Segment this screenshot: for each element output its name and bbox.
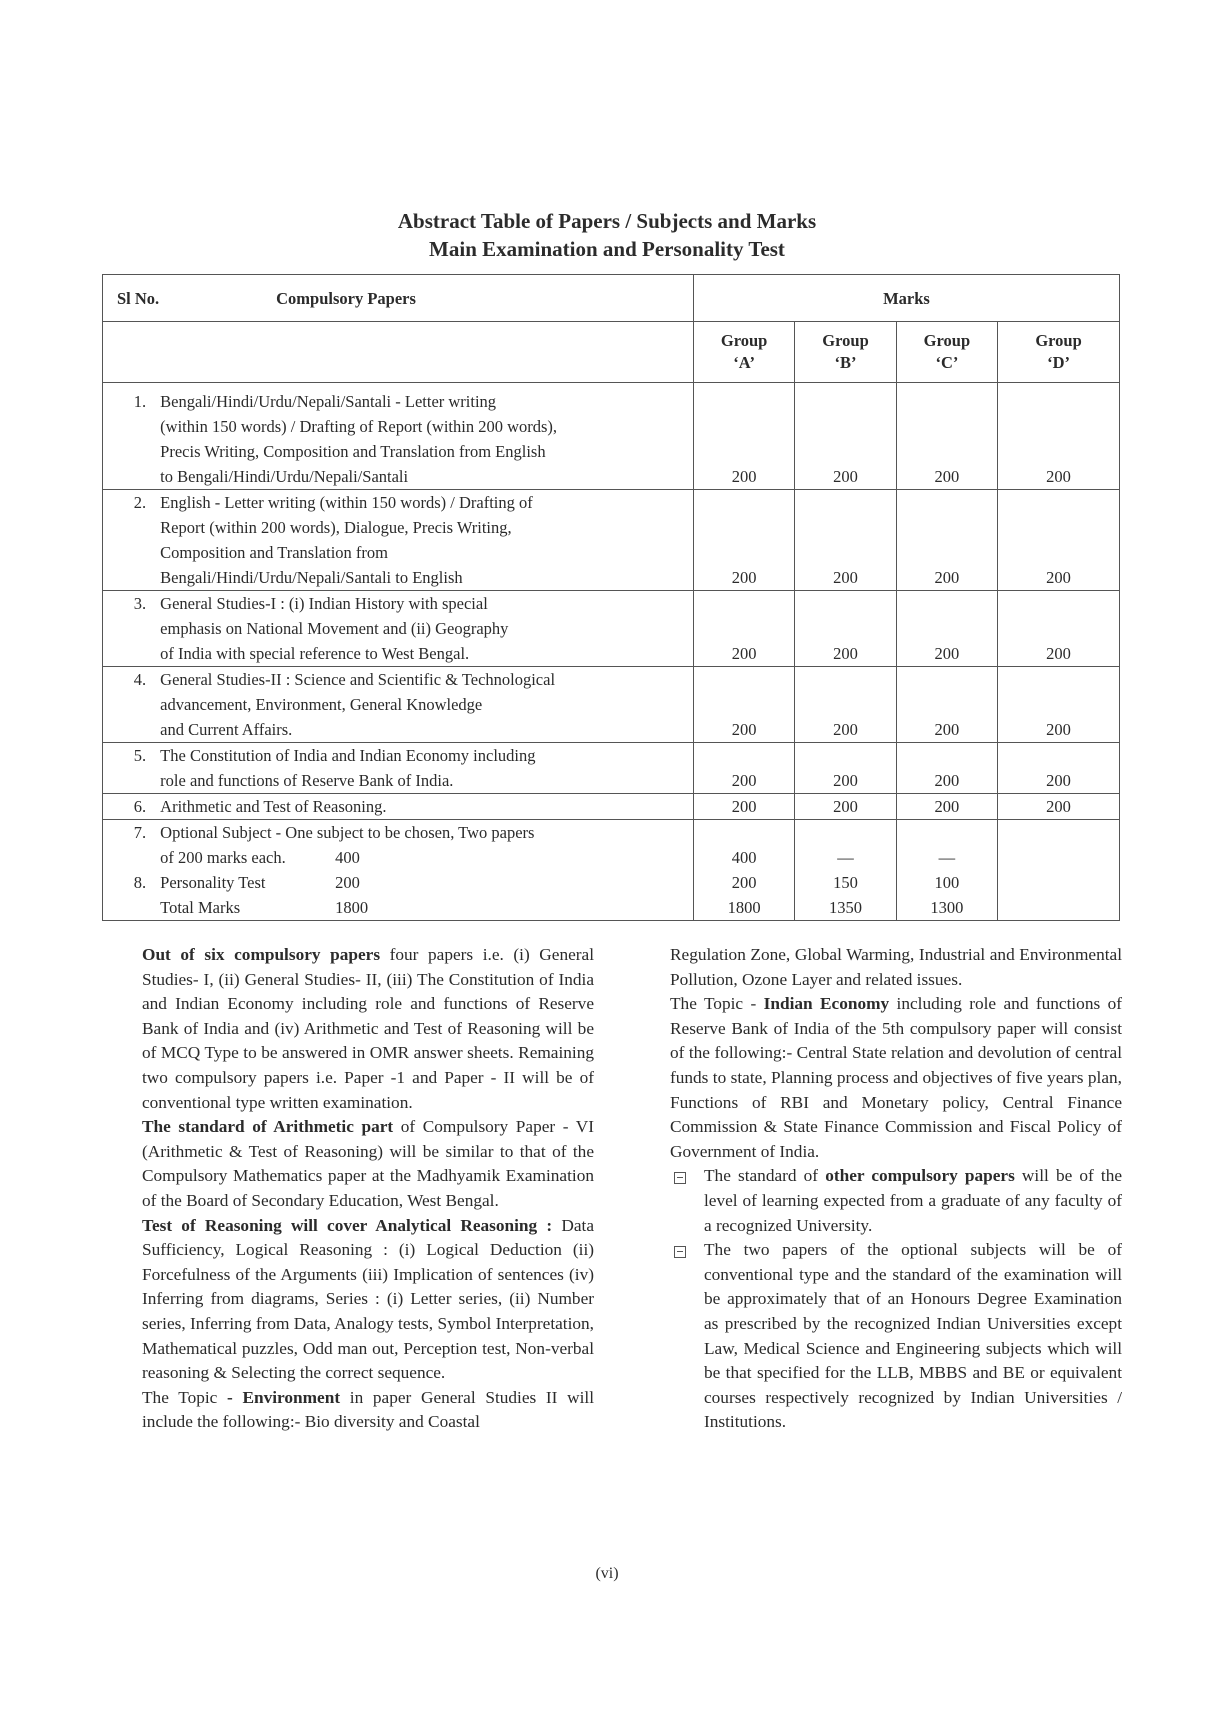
- paragraph-mcq: Out of six compulsory papers four papers i.e. (i) General Studies- I, (ii) General Studies- II, (iii) The Constitution of India and Indian Economy including role and functions of Reserve Bank of India and (iv) Arithmetic and Test of Reasoning will be of MCQ Type to be answered in OMR answer sheets. Remaining two compulsory papers i.e. Paper -1 and Paper - II will be of conventional type written examination.: [142, 945, 594, 1112]
- row-tail-label: Personality Test: [160, 873, 266, 892]
- group-header-row: [103, 322, 1120, 383]
- row-mark-group-c: 200: [896, 794, 997, 820]
- header-papers: Compulsory Papers: [276, 288, 416, 308]
- row-mark-group-d: 200: [998, 490, 1120, 591]
- row-mark-group-d: 200: [998, 743, 1120, 794]
- bullet-other-papers: The standard of other compulsory papers will be of the level of learning expected from a graduate of any faculty of a recognized University.: [670, 1164, 1122, 1238]
- marks-table: [102, 274, 1120, 921]
- row-paper-line: of India with special reference to West Bengal.: [160, 644, 470, 663]
- row-paper-line: Precis Writing, Composition and Translation from English: [160, 442, 546, 461]
- row-paper-line: Bengali/Hindi/Urdu/Nepali/Santali - Letter writing: [160, 392, 497, 411]
- row-tail-value: 1800: [335, 898, 369, 917]
- row-paper-line: Report (within 200 words), Dialogue, Precis Writing,: [160, 518, 512, 537]
- row-mark-group-b: 150: [795, 870, 896, 895]
- group-c-header: Group ‘C’: [896, 322, 997, 383]
- row-paper-text: [152, 820, 693, 871]
- table-row: [103, 820, 1120, 871]
- header-sl: Sl No.: [117, 288, 160, 308]
- row-paper-text: [152, 591, 693, 667]
- row-mark-group-c: 200: [896, 591, 997, 667]
- row-paper-line: Bengali/Hindi/Urdu/Nepali/Santali to English: [160, 568, 463, 587]
- row-mark-group-d: 200: [998, 794, 1120, 820]
- row-sl-number: 5.: [103, 743, 153, 794]
- table-row: [103, 895, 1120, 921]
- row-mark-group-d: 200: [998, 383, 1120, 490]
- row-paper-line: advancement, Environment, General Knowledge: [160, 695, 483, 714]
- table-body: [103, 383, 1120, 921]
- row-paper-line: Arithmetic and Test of Reasoning.: [160, 797, 387, 816]
- row-paper-text: [152, 490, 693, 591]
- row-sl-number: 7.: [103, 820, 153, 871]
- row-mark-group-a: 200: [693, 667, 794, 743]
- row-paper-line: Optional Subject - One subject to be chosen, Two papers: [160, 823, 535, 842]
- row-paper-text: [152, 870, 693, 895]
- table-row: [103, 490, 1120, 591]
- paragraph-arithmetic: The standard of Arithmetic part of Compulsory Paper - VI (Arithmetic & Test of Reasoning) will be similar to that of the Compulsory Mathematics paper at the Madhyamik Examination of the Board of Secondary Education, West Bengal.: [142, 1117, 594, 1210]
- group-a-header: Group ‘A’: [693, 322, 794, 383]
- row-paper-line: to Bengali/Hindi/Urdu/Nepali/Santali: [160, 467, 409, 486]
- page-number: (vi): [595, 1565, 619, 1582]
- row-sl-number: 6.: [103, 794, 153, 820]
- right-column: [670, 943, 1122, 1435]
- row-sl-number: 8.: [103, 870, 153, 895]
- row-mark-group-c: 200: [896, 383, 997, 490]
- row-paper-text: [152, 383, 693, 490]
- table-row: [103, 591, 1120, 667]
- paragraph-economy: The Topic - Indian Economy including role and functions of Reserve Bank of India of the 5th compulsory paper will consist of the following:- Central State relation and devolution of central funds to state, Planning process and objectives of five years plan, Functions of RBI and Monetary policy, Central Finance Commission & State Finance Commission and Fiscal Policy of Government of India.: [670, 994, 1122, 1161]
- row-mark-group-b: 200: [795, 591, 896, 667]
- table-row: [103, 383, 1120, 490]
- page-title: Abstract Table of Papers / Subjects and Marks: [397, 209, 817, 233]
- row-mark-group-a: 200: [693, 490, 794, 591]
- bullet-icon: [674, 1172, 686, 1184]
- table-row: [103, 743, 1120, 794]
- row-mark-group-d: [998, 895, 1120, 921]
- row-sl-number: 2.: [103, 490, 153, 591]
- row-paper-line: emphasis on National Movement and (ii) Geography: [160, 619, 509, 638]
- row-paper-line: General Studies-I : (i) Indian History with special: [160, 594, 488, 613]
- row-tail-label: of 200 marks each.: [160, 848, 286, 867]
- table-row: [103, 667, 1120, 743]
- row-sl-number: 3.: [103, 591, 153, 667]
- table-header-row: [103, 275, 1120, 322]
- row-mark-group-a: 400: [693, 820, 794, 871]
- row-paper-tail: [160, 895, 685, 920]
- row-paper-line: (within 150 words) / Drafting of Report (within 200 words),: [160, 417, 558, 436]
- row-paper-line: Composition and Translation from: [160, 543, 388, 562]
- table-row: [103, 870, 1120, 895]
- row-tail-value: 400: [335, 848, 360, 867]
- row-mark-group-c: 200: [896, 490, 997, 591]
- group-b-header: Group ‘B’: [795, 322, 896, 383]
- row-paper-line: English - Letter writing (within 150 words) / Drafting of: [160, 493, 533, 512]
- row-mark-group-b: 200: [795, 743, 896, 794]
- row-paper-tail: [160, 870, 685, 895]
- row-mark-group-a: 200: [693, 591, 794, 667]
- row-mark-group-a: 200: [693, 743, 794, 794]
- row-paper-text: [152, 743, 693, 794]
- row-tail-label: Total Marks: [160, 898, 241, 917]
- group-d-header: Group ‘D’: [998, 322, 1120, 383]
- paragraph-environment: The Topic - Environment in paper General Studies II will include the following:- Bio diversity and Coastal: [142, 1387, 594, 1432]
- row-mark-group-b: 1350: [795, 895, 896, 921]
- row-mark-group-b: 200: [795, 794, 896, 820]
- row-mark-group-a: 200: [693, 383, 794, 490]
- row-sl-number: 1.: [103, 383, 153, 490]
- row-mark-group-d: 200: [998, 667, 1120, 743]
- row-paper-line: The Constitution of India and Indian Economy including: [160, 746, 536, 765]
- row-mark-group-d: [998, 820, 1120, 871]
- paragraph-environment-cont: Regulation Zone, Global Warming, Industrial and Environmental Pollution, Ozone Layer and related issues.: [670, 945, 1122, 989]
- row-paper-line: and Current Affairs.: [160, 720, 293, 739]
- header-left-cell: [103, 275, 694, 322]
- row-paper-text: [152, 794, 693, 820]
- table-row: [103, 794, 1120, 820]
- row-paper-line: General Studies-II : Science and Scientific & Technological: [160, 670, 556, 689]
- row-mark-group-b: 200: [795, 490, 896, 591]
- row-mark-group-d: 200: [998, 591, 1120, 667]
- bullet-optional-papers: The two papers of the optional subjects will be of conventional type and the standard of the examination will be approximately that of an Honours Degree Examination as prescribed by the recognized Indian Universities except Law, Medical Science and Engineering subjects which will be that specified for the LLB, MBBS and BE or equivalent courses respectively recognized by Indian Universities / Institutions.: [670, 1238, 1122, 1435]
- page-subtitle: Main Examination and Personality Test: [429, 237, 785, 261]
- row-paper-line: role and functions of Reserve Bank of India.: [160, 771, 454, 790]
- row-mark-group-c: —: [896, 820, 997, 871]
- row-mark-group-c: 200: [896, 743, 997, 794]
- row-sl-number: [103, 895, 153, 921]
- row-mark-group-b: 200: [795, 383, 896, 490]
- row-tail-value: 200: [335, 873, 360, 892]
- row-mark-group-b: —: [795, 820, 896, 871]
- row-mark-group-b: 200: [795, 667, 896, 743]
- row-paper-text: [152, 895, 693, 921]
- row-paper-text: [152, 667, 693, 743]
- row-mark-group-a: 200: [693, 870, 794, 895]
- left-column: [142, 943, 594, 1435]
- row-mark-group-c: 100: [896, 870, 997, 895]
- paragraph-reasoning: Test of Reasoning will cover Analytical Reasoning : Data Sufficiency, Logical Reasoning : (i) Logical Deduction (ii) Forcefulness of the Arguments (iii) Implication of sentences (iv) Inferring from diagrams, Series : (i) Letter series, (ii) Number series, Inferring from Data, Analogy tests, Symbol Interpretation, Mathematical puzzles, Odd man out, Perception test, Non-verbal reasoning & Selecting the correct sequence.: [142, 1215, 594, 1383]
- row-mark-group-c: 200: [896, 667, 997, 743]
- header-marks: Marks: [693, 275, 1119, 322]
- row-paper-tail: [160, 845, 685, 870]
- row-mark-group-a: 200: [693, 794, 794, 820]
- row-mark-group-a: 1800: [693, 895, 794, 921]
- row-sl-number: 4.: [103, 667, 153, 743]
- row-mark-group-d: [998, 870, 1120, 895]
- row-mark-group-c: 1300: [896, 895, 997, 921]
- bullet-icon: [674, 1246, 686, 1258]
